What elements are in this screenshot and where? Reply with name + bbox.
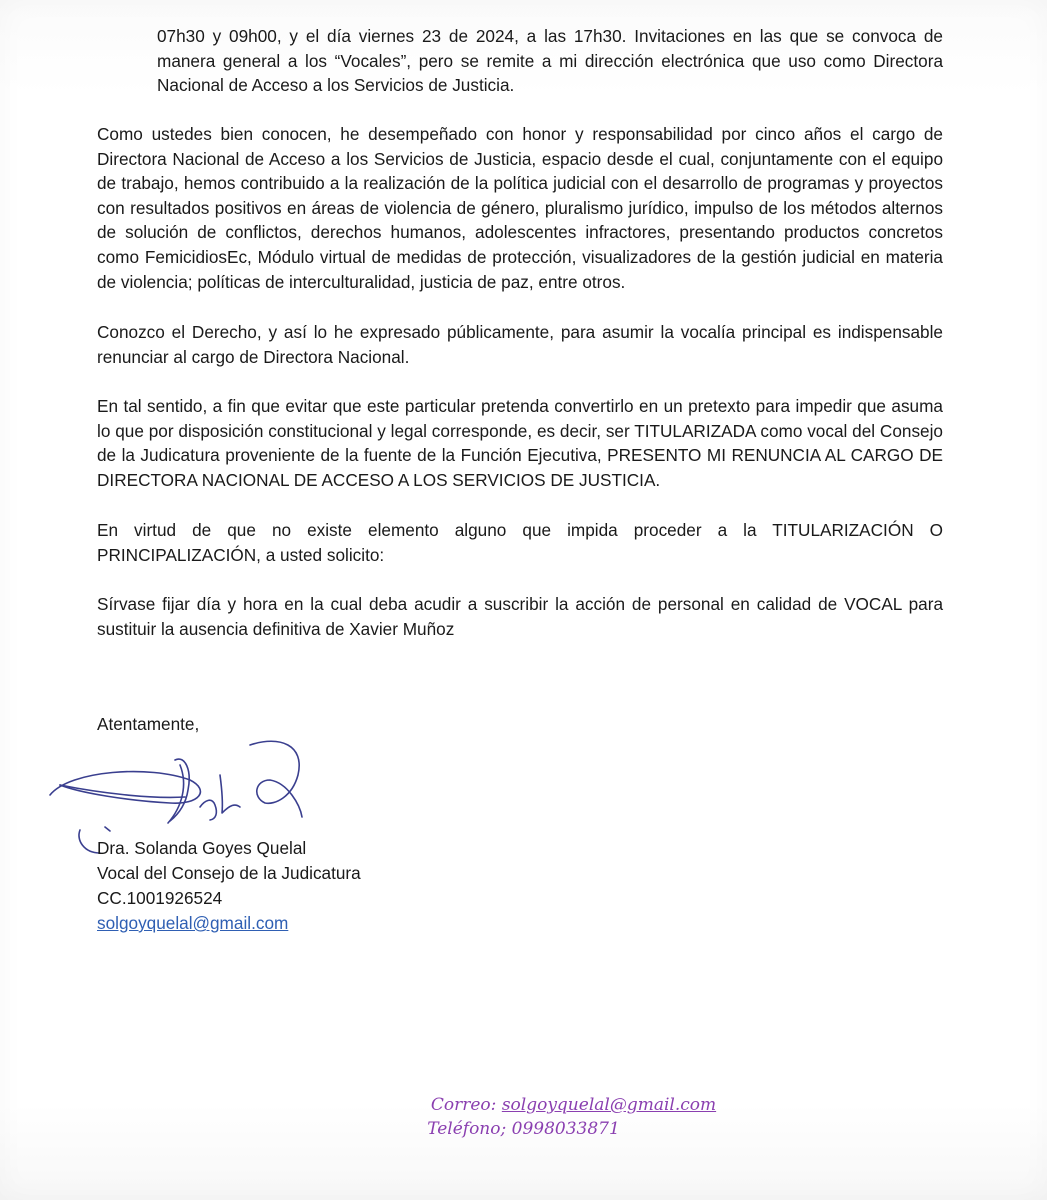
paragraph-request-intro: En virtud de que no existe elemento alguno que impida proceder a la TITULARIZACIÓN O PRINCIPALIZACIÓN, a usted solicito: — [97, 520, 943, 565]
footer-phone-line — [0, 1118, 1047, 1140]
paragraph-resignation: En tal sentido, a fin que evitar que este particular pretenda convertirlo en un pretexto para impedir que asuma lo que por disposición constitucional y legal corresponde, es decir, ser TITULARIZADA como vocal del Consejo de la Judicatura proveniente de la fuente de la Función Ejecutiva, PRESENTO MI RENUNCIA AL CARGO DE DIRECTORA NACIONAL DE ACCESO A LOS SERVICIOS DE JUSTICIA. — [97, 396, 943, 490]
footer-email-line — [0, 1094, 1047, 1116]
footer-phone-value: 0998033871 — [511, 1119, 620, 1139]
paragraph-career: Como ustedes bien conocen, he desempeñado con honor y responsabilidad por cinco años el cargo de Directora Nacional de Acceso a los Servicios de Justicia, espacio desde el cual, conjuntamente con el equipo de trabajo, hemos contribuido a la realización de la política judicial con el desarrollo de programas y proyectos con resultados positivos en áreas de violencia de género, pluralismo jurídico, impulso de los métodos alternos de solución de conflictos, derechos humanos, adolescentes infractores, presentando productos concretos como FemicidiosEc, Módulo virtual de medidas de protección, visualizadores de la gestión judicial en materia de violencia; políticas de interculturalidad, justicia de paz, entre otros. — [97, 124, 943, 292]
paragraph-invitations: 07h30 y 09h00, y el día viernes 23 de 2024, a las 17h30. Invitaciones en las que se convoca de manera general a los “Vocales”, pero se remite a mi dirección electrónica que uso como Directora Nacional de Acceso a los Servicios de Justicia. — [157, 26, 943, 96]
paragraph-law: Conozco el Derecho, y así lo he expresado públicamente, para asumir la vocalía principal es indispensable renunciar al cargo de Directora Nacional. — [97, 322, 943, 367]
paragraph-request: Sírvase fijar día y hora en la cual deba acudir a suscribir la acción de personal en calidad de VOCAL para sustituir la ausencia definitiva de Xavier Muñoz — [97, 594, 943, 639]
signer-name: Dra. Solanda Goyes Quelal — [97, 838, 307, 858]
signature-block — [97, 836, 361, 936]
signer-id: CC.1001926524 — [97, 888, 223, 908]
footer-email-label: Correo: — [430, 1095, 497, 1115]
closing-salutation: Atentamente, — [97, 714, 200, 734]
signer-title: Vocal del Consejo de la Judicatura — [97, 863, 361, 883]
footer-phone-label: Teléfono; — [427, 1119, 507, 1139]
signer-email-link[interactable]: solgoyquelal@gmail.com — [97, 913, 289, 933]
footer-email-value[interactable]: solgoyquelal@gmail.com — [501, 1095, 717, 1115]
